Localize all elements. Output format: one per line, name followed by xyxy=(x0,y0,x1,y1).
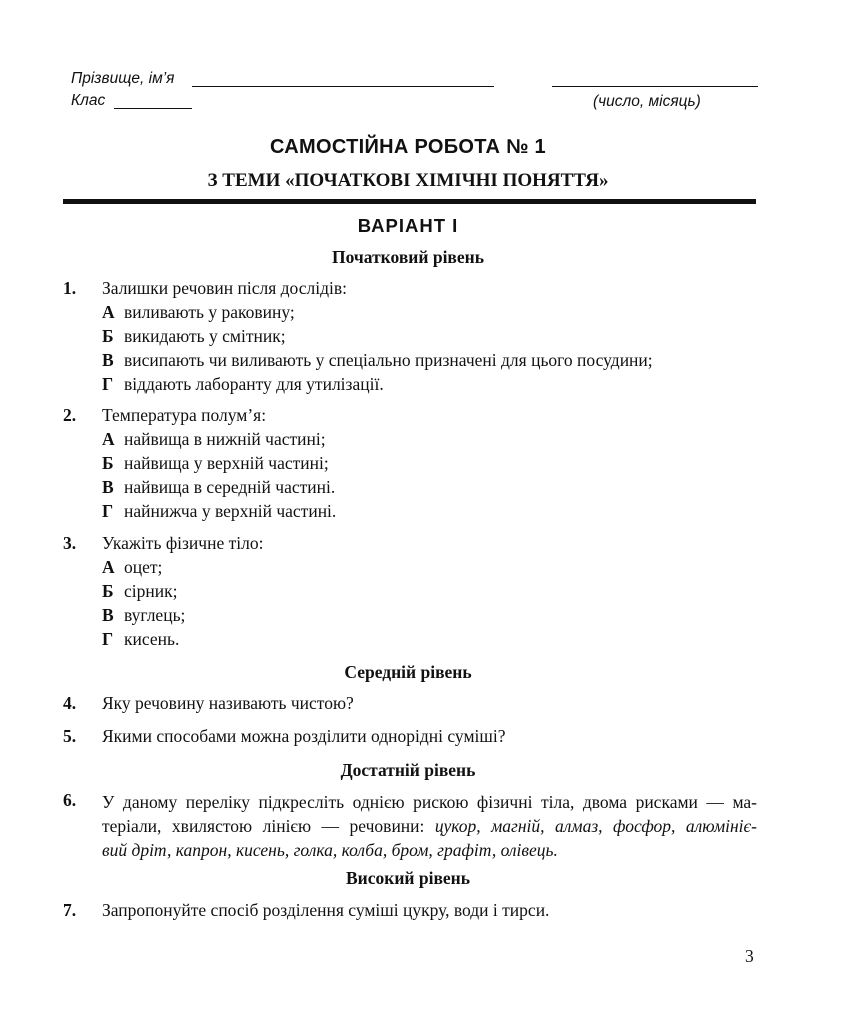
page-number: 3 xyxy=(745,946,754,966)
question-6-text xyxy=(102,790,757,862)
option-text: виливають у раковину; xyxy=(124,302,295,322)
question-text: Залишки речовин після дослідів: xyxy=(102,278,347,298)
question-number: 6. xyxy=(63,790,77,810)
question-text: Яку речовину називають чистою? xyxy=(102,693,354,713)
surname-field[interactable] xyxy=(192,86,494,87)
option-b[interactable] xyxy=(102,326,286,347)
option-b[interactable] xyxy=(102,453,329,474)
option-letter: В xyxy=(102,605,114,625)
option-a[interactable] xyxy=(102,429,326,450)
question-text: Температура полум’я: xyxy=(102,405,267,425)
question-number: 1. xyxy=(63,278,77,298)
class-field[interactable] xyxy=(114,108,192,109)
option-letter: А xyxy=(102,557,115,577)
option-letter: В xyxy=(102,350,114,370)
variant-heading: ВАРІАНТ І xyxy=(357,215,459,236)
option-c[interactable] xyxy=(102,605,185,626)
option-text: найвища у верхній частині; xyxy=(124,453,329,473)
question-number: 3. xyxy=(63,533,77,553)
option-a[interactable] xyxy=(102,302,295,323)
option-b[interactable] xyxy=(102,581,177,602)
option-letter: В xyxy=(102,477,114,497)
surname-label: Прізвище, ім’я xyxy=(71,70,175,87)
option-text: віддають лаборанту для утилізації. xyxy=(124,374,384,394)
option-letter: А xyxy=(102,302,115,322)
question-number: 2. xyxy=(63,405,77,425)
question-text: Якими способами можна розділити однорідні суміші? xyxy=(102,726,506,746)
option-d[interactable] xyxy=(102,501,336,522)
option-a[interactable] xyxy=(102,557,162,578)
date-label: (число, місяць) xyxy=(593,93,701,110)
option-letter: А xyxy=(102,429,115,449)
question-6-line-2-plain: теріали, хвилястою лінією — речовини: xyxy=(102,816,435,836)
question-number: 7. xyxy=(63,900,77,920)
option-text: сірник; xyxy=(124,581,178,601)
option-c[interactable] xyxy=(102,477,335,498)
level-heading-sufficient: Достатній рівень xyxy=(340,760,476,780)
option-letter: Г xyxy=(102,501,114,521)
option-text: висипають чи виливають у спеціально призначені для цього посудини; xyxy=(124,350,653,370)
option-letter: Б xyxy=(102,581,114,601)
option-letter: Г xyxy=(102,629,114,649)
class-label: Клас xyxy=(71,92,106,109)
option-text: вуглець; xyxy=(124,605,186,625)
option-d[interactable] xyxy=(102,629,179,650)
option-text: найнижча у верхній частині. xyxy=(124,501,337,521)
option-text: кисень. xyxy=(124,629,180,649)
option-letter: Б xyxy=(102,326,114,346)
question-6-line-3: вий дріт, капрон, кисень, голка, колба, бром, графіт, олівець. xyxy=(102,840,558,860)
option-text: викидають у смітник; xyxy=(124,326,286,346)
question-6-line-2 xyxy=(102,814,757,838)
option-text: оцет; xyxy=(124,557,163,577)
option-letter: Б xyxy=(102,453,114,473)
question-text: Укажіть фізичне тіло: xyxy=(102,533,264,553)
question-text: Запропонуйте спосіб розділення суміші цукру, води і тирси. xyxy=(102,900,550,920)
option-letter: Г xyxy=(102,374,114,394)
option-text: найвища в нижній частині; xyxy=(124,429,326,449)
option-d[interactable] xyxy=(102,374,384,395)
level-heading-medium: Середній рівень xyxy=(344,662,472,682)
question-number: 4. xyxy=(63,693,77,713)
level-heading-initial: Початковий рівень xyxy=(332,247,484,267)
level-heading-high: Високий рівень xyxy=(345,868,471,888)
page-title: САМОСТІЙНА РОБОТА № 1 xyxy=(270,136,546,158)
question-number: 5. xyxy=(63,726,77,746)
page-subtitle: З ТЕМИ «ПОЧАТКОВІ ХІМІЧНІ ПОНЯТТЯ» xyxy=(207,170,609,191)
question-6-line-1: У даному переліку підкресліть однією рискою фізичні тіла, двома рисками — ма- xyxy=(102,792,757,812)
question-6-substances-list: цукор, магній, алмаз, фосфор, алюмініє- xyxy=(434,816,757,836)
date-field[interactable] xyxy=(552,86,758,87)
option-text: найвища в середній частині. xyxy=(124,477,336,497)
option-c[interactable] xyxy=(102,350,653,371)
title-divider xyxy=(63,199,756,204)
